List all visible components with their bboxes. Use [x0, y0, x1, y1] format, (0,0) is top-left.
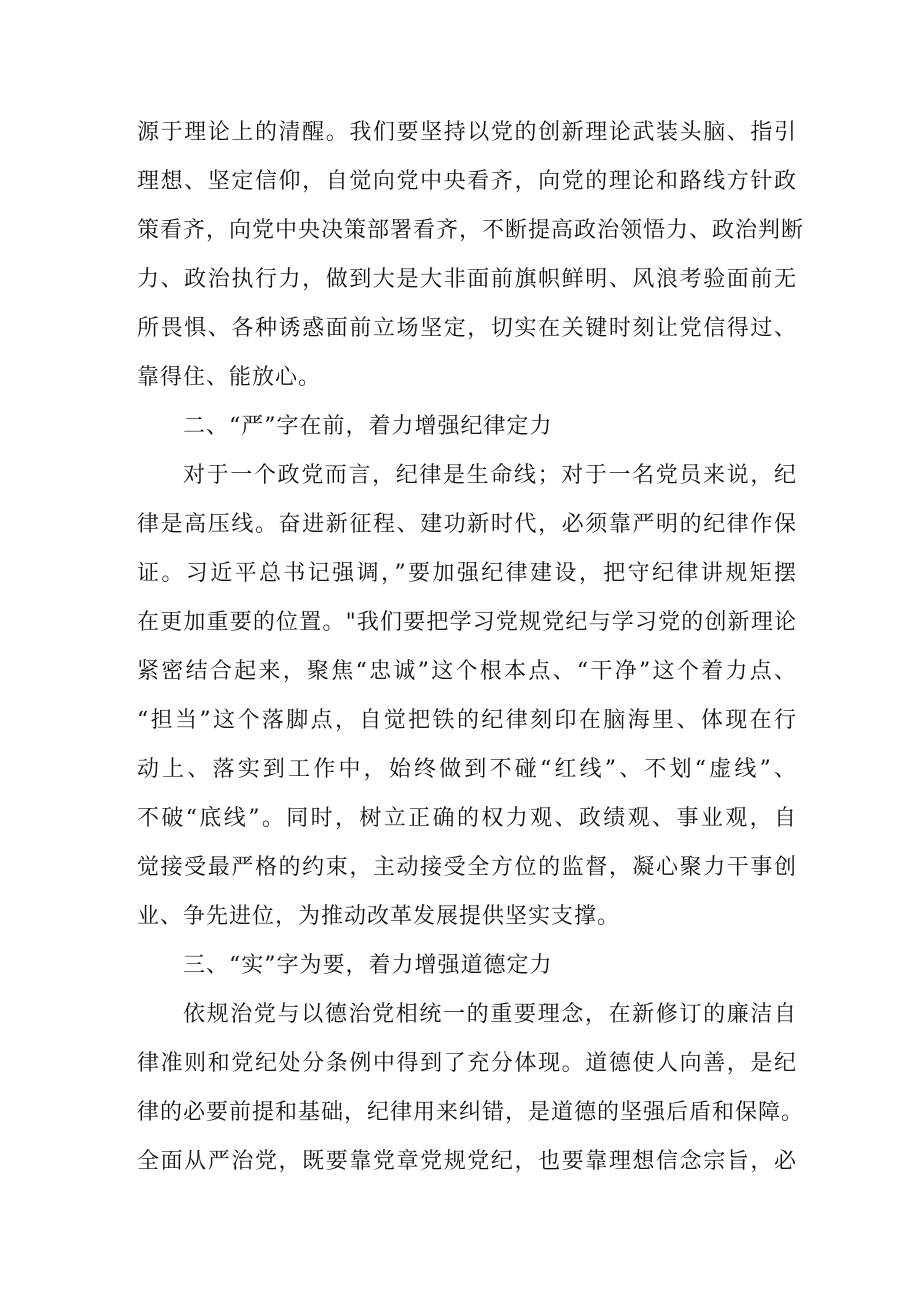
text-line: 所畏惧、各种诱惑面前立场坚定，切实在关键时刻让党信得过、	[137, 316, 797, 341]
section-heading-3: 三、“实”字为要，着力增强道德定力	[183, 953, 553, 978]
text-line: 律准则和党纪处分条例中得到了充分体现。道德使人向善，是纪	[137, 1051, 797, 1076]
text-line: 在更加重要的位置。"我们要把学习党规党纪与学习党的创新理论	[137, 610, 797, 635]
text-line: 依规治党与以德治党相统一的重要理念，在新修订的廉洁自	[183, 1002, 797, 1027]
text-line: 策看齐，向党中央决策部署看齐，不断提高政治领悟力、政治判断	[137, 218, 805, 243]
text-line: 源于理论上的清醒。我们要坚持以党的创新理论武装头脑、指引	[137, 120, 797, 145]
text-line: 紧密结合起来，聚焦“忠诚”这个根本点、“干净”这个着力点、	[137, 659, 797, 684]
text-line: 全面从严治党，既要靠党章党规党纪，也要靠理想信念宗旨，必	[137, 1149, 797, 1174]
text-line: 觉接受最严格的约束，主动接受全方位的监督，凝心聚力干事创	[137, 855, 797, 880]
text-line: 靠得住、能放心。	[137, 365, 322, 390]
body-text	[137, 108, 805, 1186]
text-line: 律是高压线。奋进新征程、建功新时代，必须靠严明的纪律作保	[137, 512, 797, 537]
text-line: 动上、落实到工作中，始终做到不碰“红线”、不划“虚线”、	[137, 757, 797, 782]
text-line: 力、政治执行力，做到大是大非面前旗帜鲜明、风浪考验面前无	[137, 267, 797, 292]
text-line: 证。习近平总书记强调，”要加强纪律建设，把守纪律讲规矩摆	[137, 561, 797, 586]
text-line: 理想、坚定信仰，自觉向党中央看齐，向党的理论和路线方针政	[137, 169, 797, 194]
section-heading-2: 二、“严”字在前，着力增强纪律定力	[183, 414, 553, 439]
text-line: 对于一个政党而言，纪律是生命线；对于一名党员来说，纪	[183, 463, 797, 488]
text-line: 律的必要前提和基础，纪律用来纠错，是道德的坚强后盾和保障。	[137, 1100, 805, 1125]
text-line: “担当”这个落脚点，自觉把铁的纪律刻印在脑海里、体现在行	[137, 708, 797, 733]
text-line: 业、争先进位，为推动改革发展提供坚实支撑。	[137, 904, 621, 929]
text-line: 不破“底线”。同时，树立正确的权力观、政绩观、事业观，自	[137, 806, 797, 831]
